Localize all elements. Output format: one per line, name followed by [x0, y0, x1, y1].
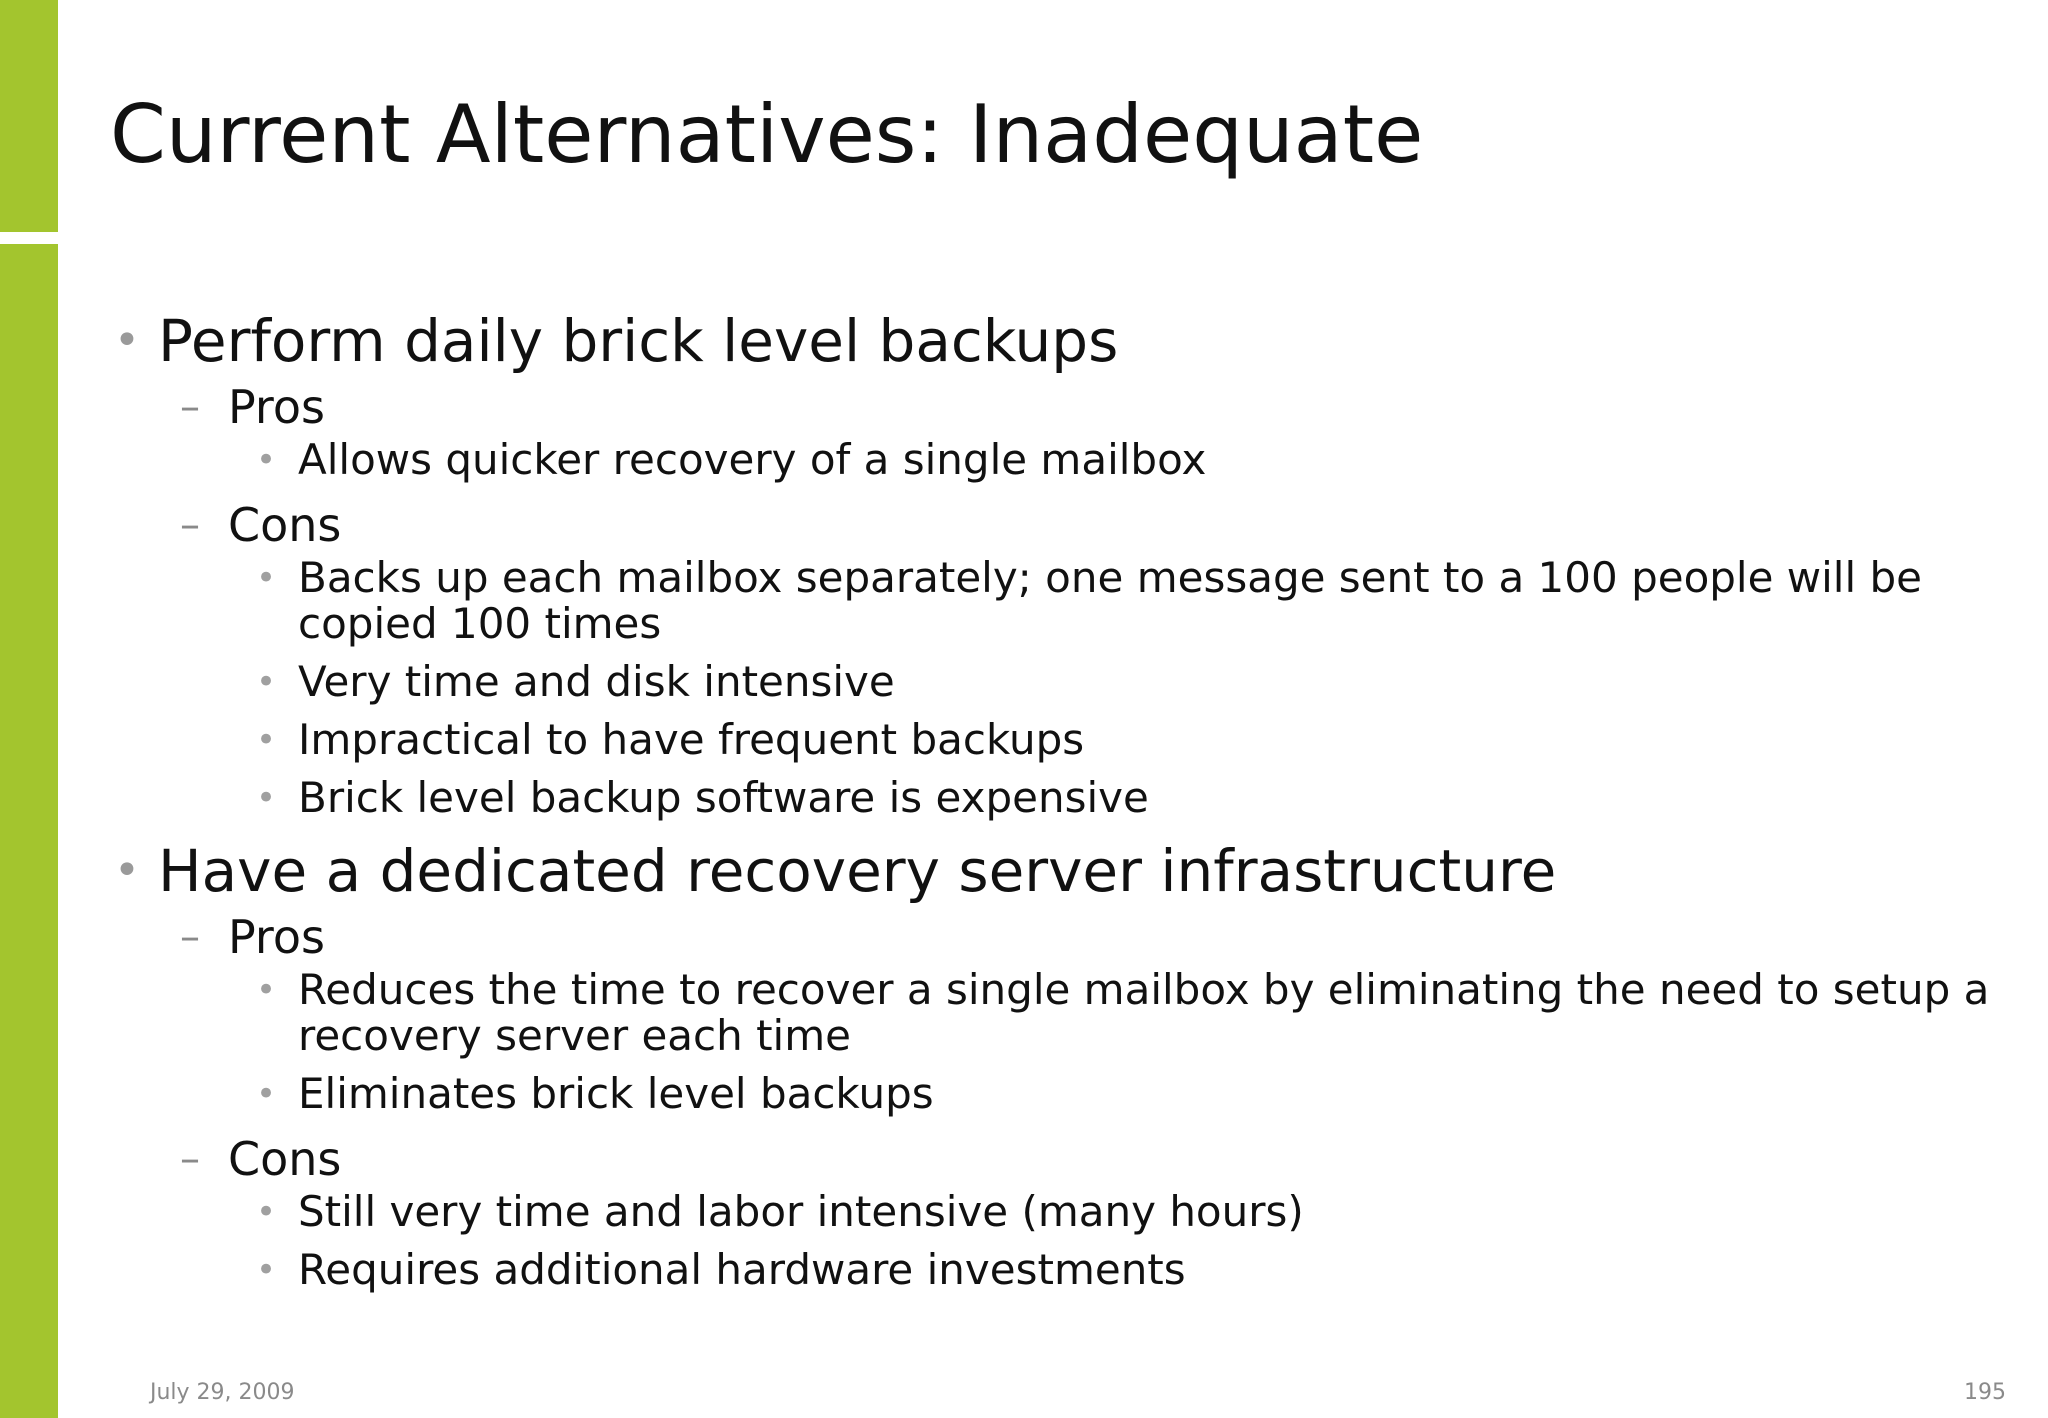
list-item	[110, 437, 1990, 483]
list-item-text: Impractical to have frequent backups	[298, 715, 1085, 764]
list-item	[110, 1189, 1990, 1235]
list-item-text: Still very time and labor intensive (many hours)	[298, 1187, 1304, 1236]
list-item	[110, 775, 1990, 821]
dash-icon: –	[180, 1136, 200, 1182]
pros-label-text: Pros	[228, 380, 325, 434]
list-item-text: Very time and disk intensive	[298, 657, 895, 706]
bullet-icon: •	[114, 315, 140, 366]
bullet-icon: •	[256, 440, 277, 480]
list-item	[110, 967, 1990, 1059]
pros-label	[110, 907, 1990, 967]
list-item	[110, 659, 1990, 705]
cons-label-text: Cons	[228, 1132, 342, 1186]
accent-bar-top	[0, 0, 58, 232]
bullet-icon: •	[256, 1192, 277, 1232]
bullet-icon: •	[256, 1074, 277, 1114]
list-item-text: Requires additional hardware investments	[298, 1245, 1186, 1294]
list-item-text: Backs up each mailbox separately; one message sent to a 100 people will be copied 100 times	[298, 553, 1922, 648]
pros-label-text: Pros	[228, 910, 325, 964]
section-heading-text: Perform daily brick level backups	[158, 307, 1119, 375]
section-heading	[110, 305, 1990, 377]
bullet-icon: •	[256, 662, 277, 702]
list-item	[110, 717, 1990, 763]
bullet-icon: •	[256, 778, 277, 818]
page-number: 195	[1964, 1380, 2006, 1405]
dash-icon: –	[180, 384, 200, 430]
section-heading-text: Have a dedicated recovery server infrastructure	[158, 837, 1557, 905]
cons-label	[110, 1129, 1990, 1189]
bullet-icon: •	[256, 720, 277, 760]
list-item	[110, 1071, 1990, 1117]
accent-bar-bottom	[0, 244, 58, 1418]
bullet-icon: •	[256, 1250, 277, 1290]
list-item	[110, 555, 1990, 647]
cons-label-text: Cons	[228, 498, 342, 552]
bullet-icon: •	[256, 970, 277, 1010]
dash-icon: –	[180, 502, 200, 548]
cons-label	[110, 495, 1990, 555]
list-item-text: Eliminates brick level backups	[298, 1069, 934, 1118]
list-item-text: Allows quicker recovery of a single mailbox	[298, 435, 1207, 484]
bullet-icon: •	[114, 845, 140, 896]
list-item	[110, 1247, 1990, 1293]
section-heading	[110, 835, 1990, 907]
dash-icon: –	[180, 914, 200, 960]
list-item-text: Reduces the time to recover a single mailbox by eliminating the need to setup a recovery server each time	[298, 965, 1990, 1060]
pros-label	[110, 377, 1990, 437]
bullet-icon: •	[256, 558, 277, 598]
slide-content	[110, 305, 1990, 1305]
footer-date: July 29, 2009	[150, 1380, 295, 1405]
slide-title: Current Alternatives: Inadequate	[110, 88, 1424, 181]
list-item-text: Brick level backup software is expensive	[298, 773, 1149, 822]
